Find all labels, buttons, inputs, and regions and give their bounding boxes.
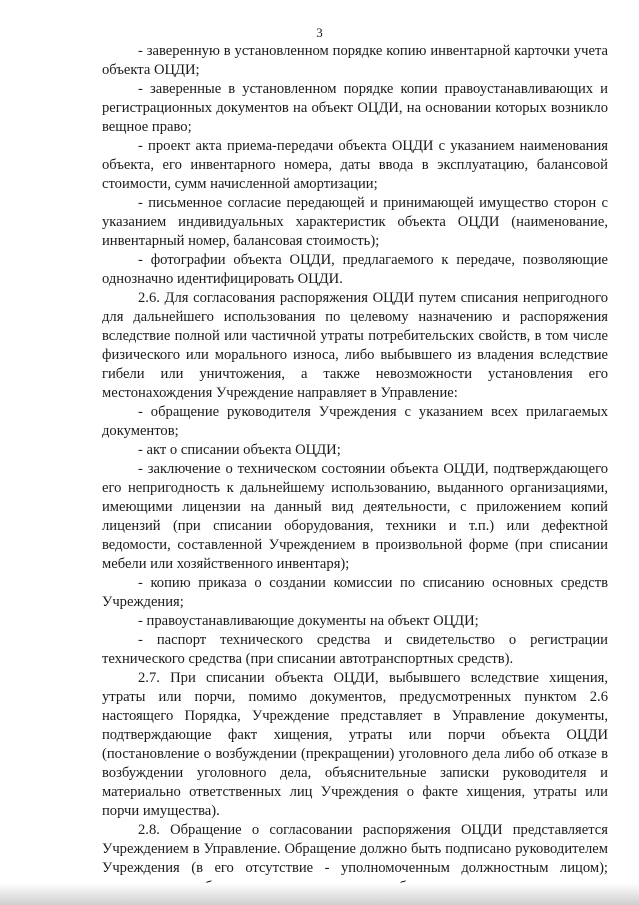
list-item-vehicle-passport: - паспорт технического средства и свидетельство о регистрации технического средства (при списании автотранспортных средств). — [102, 632, 608, 667]
clause-2-7: 2.7. При списании объекта ОЦДИ, выбывшего вследствие хищения, утраты или порчи, помимо документов, предусмотренных пунктом 2.6 настоящего Порядка, Учреждение представляет в Управление документы, подтверждающие факт хищения, утраты или порчи объекта ОЦДИ (постановление о возбуждении (прекращении) уголовного дела либо об отказе в возбуждении уголовного дела, объяснительные записки руководителя и материально ответственных лиц Учреждения о факте хищения, утраты или порчи имущества). — [102, 670, 608, 819]
list-item-title-documents: - правоустанавливающие документы на объект ОЦДИ; — [138, 613, 479, 629]
list-item-written-consent: - письменное согласие передающей и принимающей имущество сторон с указанием индивидуальных характеристик объекта ОЦДИ (наименование, инвентарный номер, балансовая стоимость); — [102, 195, 608, 249]
list-item-technical-conclusion: - заключение о техническом состоянии объекта ОЦДИ, подтверждающего его непригодность к дальнейшему использованию, выданного организациями, имеющими лицензии на данный вид деятельности, с приложением копий лицензий (при списании оборудования, техники и т.п.) или дефектной ведомости, составленной Учреждением в произвольной форме (при списании мебели или хозяйственного инвентаря); — [102, 461, 608, 572]
clause-2-8: 2.8. Обращение о согласовании распоряжения ОЦДИ представляется Учреждением в Управление. Обращение должно быть подписано руководителем Учреждения (в его отсутствие - уполномоченным должностным лицом); — [102, 822, 608, 876]
document-body — [102, 42, 608, 897]
scan-edge-shadow — [0, 883, 639, 905]
list-item-write-off-act: - акт о списании объекта ОЦДИ; — [138, 442, 341, 458]
list-item-title-documents-copies: - заверенные в установленном порядке копии правоустанавливающих и регистрационных документов на объект ОЦДИ, на основании которых возникло вещное право; — [102, 81, 608, 135]
list-item-commission-order: - копию приказа о создании комиссии по списанию основных средств Учреждения; — [102, 575, 608, 610]
page-number: 3 — [316, 25, 323, 40]
list-item-photographs: - фотографии объекта ОЦДИ, предлагаемого к передаче, позволяющие однозначно идентифицировать ОЦДИ. — [102, 252, 608, 287]
list-item-inventory-card-copy: - заверенную в установленном порядке копию инвентарной карточки учета объекта ОЦДИ; — [102, 43, 608, 78]
list-item-transfer-act-draft: - проект акта приема-передачи объекта ОЦДИ с указанием наименования объекта, его инвентарного номера, даты ввода в эксплуатацию, балансовой стоимости, сумм начисленной амортизации; — [102, 138, 608, 192]
clause-2-6: 2.6. Для согласования распоряжения ОЦДИ путем списания непригодного для дальнейшего использования по целевому назначению и распоряжения вследствие полной или частичной утраты потребительских свойств, в том числе физического или морального износа, либо выбывшего из владения вследствие гибели или уничтожения, а также невозможности установления его местонахождения Учреждение направляет в Управление: — [102, 290, 608, 401]
list-item-head-request: - обращение руководителя Учреждения с указанием всех прилагаемых документов; — [102, 404, 608, 439]
